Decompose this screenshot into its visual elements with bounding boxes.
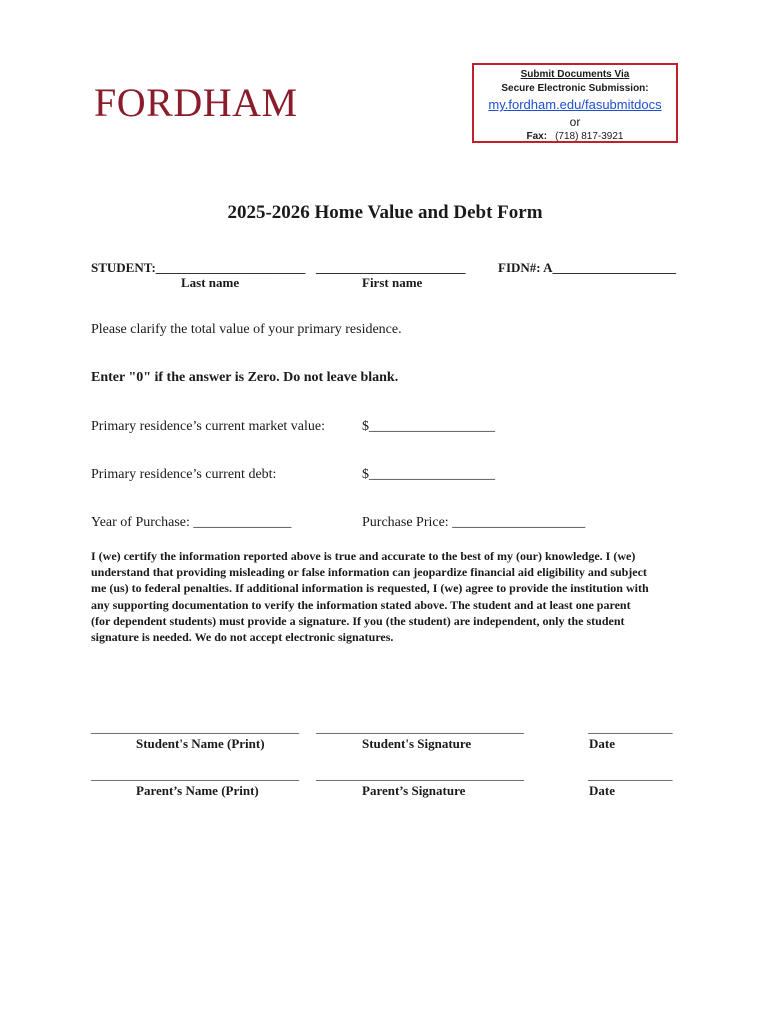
purchase-price-field[interactable]: Purchase Price: ___________________ (362, 515, 586, 530)
parent-date-caption: Date (589, 783, 615, 798)
enter-zero-instruction: Enter "0" if the answer is Zero. Do not leave blank. (91, 370, 399, 385)
certification-line: (for dependent students) must provide a signature. If you (the student) are independent, only the student (91, 613, 625, 628)
parent-signature-caption: Parent’s Signature (362, 783, 466, 798)
student-name-caption: Student's Name (Print) (136, 736, 265, 751)
parent-signature-line[interactable]: ________________________________ (316, 767, 524, 782)
certification-line: I (we) certify the information reported above is true and accurate to the best of my (our) knowledge. I (we) (91, 549, 636, 563)
student-date-caption: Date (589, 736, 615, 751)
submit-subheading: Secure Electronic Submission: (501, 83, 649, 94)
current-debt-field[interactable]: $__________________ (362, 467, 495, 482)
clarify-instruction: Please clarify the total value of your primary residence. (91, 322, 402, 337)
student-signature-line[interactable]: ________________________________ (316, 720, 524, 735)
parent-date-line[interactable]: _____________ (588, 767, 673, 782)
year-of-purchase-field[interactable]: Year of Purchase: ______________ (91, 515, 292, 530)
student-date-line[interactable]: _____________ (588, 720, 673, 735)
student-first-name-field[interactable]: _______________________ (316, 260, 466, 275)
last-name-caption: Last name (181, 275, 240, 290)
parent-name-line[interactable]: ________________________________ (91, 767, 299, 782)
certification-line: signature is needed. We do not accept electronic signatures. (91, 630, 394, 645)
fax-number: (718) 817-3921 (555, 131, 624, 142)
certification-line: understand that providing misleading or false information can jeopardize financial aid eligibility and subject (91, 565, 647, 580)
fidn-field[interactable]: FIDN#: A___________________ (498, 260, 677, 275)
first-name-caption: First name (362, 275, 423, 290)
student-name-line[interactable]: ________________________________ (91, 720, 299, 735)
parent-name-caption: Parent’s Name (Print) (136, 783, 259, 798)
current-debt-label: Primary residence’s current debt: (91, 467, 277, 482)
certification-line: me (us) to federal penalties. If additional information is requested, I (we) agree to provide the institution with (91, 581, 649, 596)
submit-heading: Submit Documents Via (520, 69, 630, 80)
student-signature-caption: Student's Signature (362, 736, 472, 751)
market-value-label: Primary residence’s current market value: (91, 419, 326, 434)
fordham-logo: FORDHAM (94, 80, 298, 125)
form-title: 2025-2026 Home Value and Debt Form (227, 202, 543, 223)
market-value-field[interactable]: $__________________ (362, 419, 495, 434)
fax-line (474, 131, 676, 142)
fax-label: Fax: (526, 131, 548, 142)
or-text: or (569, 115, 581, 129)
student-last-name-field[interactable]: STUDENT:_______________________ (91, 260, 306, 275)
submission-info-box (472, 63, 678, 143)
certification-text (91, 548, 691, 645)
certification-line: any supporting documentation to verify the information stated above. The student and at least one parent (91, 597, 631, 612)
submission-link[interactable]: my.fordham.edu/fasubmitdocs (488, 97, 662, 112)
